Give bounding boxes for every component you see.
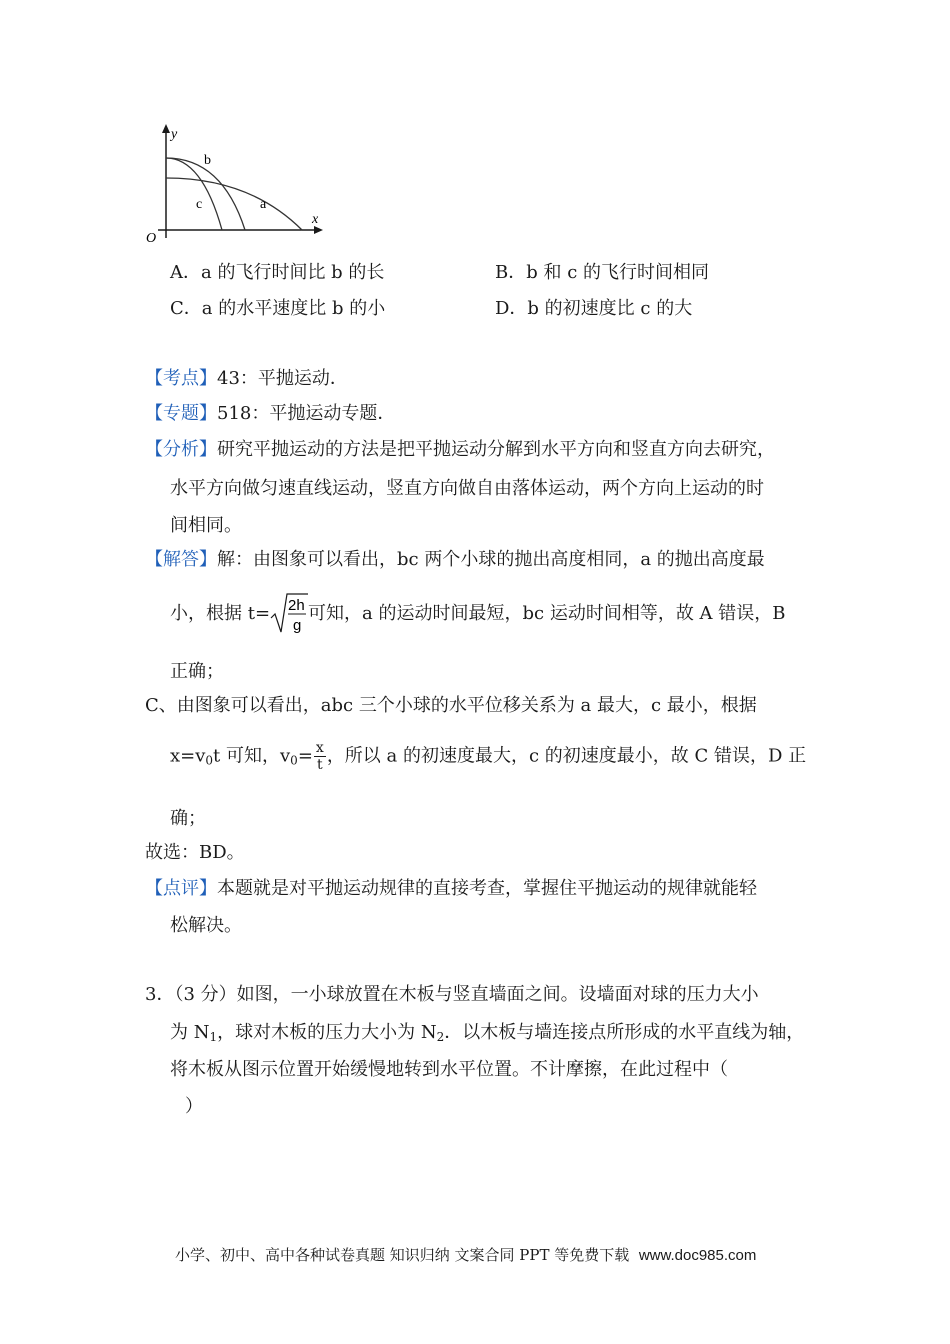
jieda-text-2-post: 可知，a 的运动时间最短，bc 运动时间相等，故 A 错误，B [308,603,786,624]
dianping-text-1: 本题就是对平抛运动规律的直接考查，掌握住平抛运动的规律就能轻 [217,878,757,899]
jieda-text-1: 解：由图象可以看出，bc 两个小球的抛出高度相同，a 的抛出高度最 [217,549,765,570]
jieda-line-2 [170,592,786,636]
dianping-tag: 【点评】 [145,878,217,899]
curve-b-label: b [204,153,211,168]
frac-num: x [315,740,324,756]
zhuanti-tag: 【专题】 [145,403,217,424]
kaodian-text: 43：平抛运动． [217,368,348,389]
q3-line-2 [170,1018,804,1044]
c-text-c: = [297,745,313,767]
fenxi-line-3: 间相同。 [170,515,242,536]
c-text-a: x=v [170,745,206,767]
q3-text-b: ，球对木板的压力大小为 N [217,1022,437,1043]
fraction-x-over-t [314,740,326,773]
q3-sub-2: 2 [436,1030,445,1044]
curve-c-label: c [196,197,203,212]
curve-a-label: a [260,197,267,212]
q3-line-1: 3．（3 分）如图，一小球放置在木板与竖直墙面之间。设墙面对球的压力大小 [145,984,759,1005]
frac-den: t [317,757,323,773]
q3-sub-1: 1 [209,1030,218,1044]
trajectory-figure [140,120,330,245]
q3-text-a: 为 N [170,1022,210,1043]
fenxi-text-1: 研究平抛运动的方法是把平抛运动分解到水平方向和竖直方向去研究， [217,439,775,460]
sqrt-den: g [293,617,302,634]
c-text-b: t 可知，v [213,745,291,767]
dianping-line-2: 松解决。 [170,915,242,936]
curve-b [166,158,245,230]
x-axis-arrow [314,226,323,234]
zhuanti-line [145,399,395,425]
sqrt-num: 2h [288,597,305,614]
option-b: B．b 和 c 的飞行时间相同 [495,262,709,283]
jieda-line-1 [145,545,765,571]
zhuanti-text: 518：平抛运动专题． [217,403,396,424]
q3-line-4: ） [185,1096,203,1117]
c-line-1: C、由图象可以看出，abc 三个小球的水平位移关系为 a 最大，c 最小，根据 [145,695,757,716]
q3-line-3: 将木板从图示位置开始缓慢地转到水平位置。不计摩擦，在此过程中（ [170,1059,728,1080]
footer [175,1244,756,1265]
option-d: D．b 的初速度比 c 的大 [495,298,693,319]
c-text-d: ，所以 a 的初速度最大，c 的初速度最小，故 C 错误，D 正 [326,745,807,767]
jieda-tag: 【解答】 [145,549,217,570]
kaodian-tag: 【考点】 [145,368,217,389]
y-axis-arrow [162,124,170,133]
kaodian-line [145,364,348,390]
footer-text: 小学、初中、高中各种试卷真题 知识归纳 文案合同 PPT 等免费下载 [175,1246,630,1264]
c-sub-2: 0 [290,753,298,768]
option-a: A．a 的飞行时间比 b 的长 [170,262,385,283]
axis-x-label: x [312,212,319,227]
axis-y-label: y [171,127,178,142]
c-line-3: 确； [170,808,206,829]
jieda-text-2-pre: 小，根据 t= [170,603,271,624]
fenxi-line-1 [145,435,775,461]
q3-text-c: ．以木板与墙连接点所形成的水平直线为轴， [444,1022,805,1043]
option-c: C．a 的水平速度比 b 的小 [170,298,386,319]
fenxi-line-2: 水平方向做匀速直线运动，竖直方向做自由落体运动，两个方向上运动的时 [170,478,764,499]
curve-c [166,158,222,230]
answer-line: 故选：BD。 [145,842,245,863]
sqrt-formula [270,592,308,636]
footer-url[interactable]: www.doc985.com [638,1247,757,1264]
c-line-2 [170,740,806,773]
c-sub-1: 0 [205,753,214,768]
jieda-line-3: 正确； [170,661,224,682]
dianping-line-1 [145,874,757,900]
fenxi-tag: 【分析】 [145,439,217,460]
origin-label: O [146,231,157,245]
